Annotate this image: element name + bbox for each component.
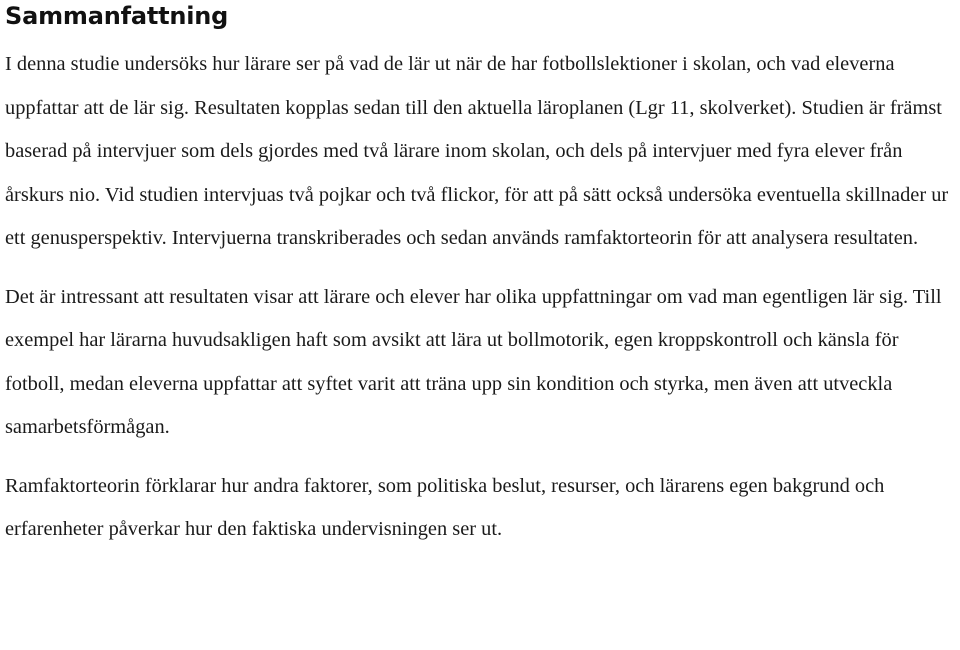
paragraph-2: Det är intressant att resultaten visar att lärare och elever har olika uppfattningar om vad man egentligen lär sig. Till exempel har lärarna huvudsakligen haft som avsikt att lära ut bollmotorik, egen kroppskontroll och känsla för fotboll, medan eleverna uppfattar att syftet varit att träna upp sin kondition och styrka, men även att utveckla samarbetsförmågan. bbox=[5, 285, 942, 438]
paragraph-3: Ramfaktorteorin förklarar hur andra faktorer, som politiska beslut, resurser, och lärarens egen bakgrund och erfarenheter påverkar hur den faktiska undervisningen ser ut. bbox=[5, 474, 885, 540]
document-page bbox=[5, 0, 957, 552]
section-heading: Sammanfattning bbox=[5, 2, 229, 30]
paragraph-1: I denna studie undersöks hur lärare ser på vad de lär ut när de har fotbollslektioner i skolan, och vad eleverna uppfattar att de lär sig. Resultaten kopplas sedan till den aktuella läroplanen (Lgr 11, skolverket). Studien är främst baserad på intervjuer som dels gjordes med två lärare inom skolan, och dels på intervjuer med fyra elever från årskurs nio. Vid studien intervjuas två pojkar och två flickor, för att på sätt också undersöka eventuella skillnader ur ett genusperspektiv. Intervjuerna transkriberades och sedan används ramfaktorteorin för att analysera resultaten. bbox=[5, 53, 949, 249]
